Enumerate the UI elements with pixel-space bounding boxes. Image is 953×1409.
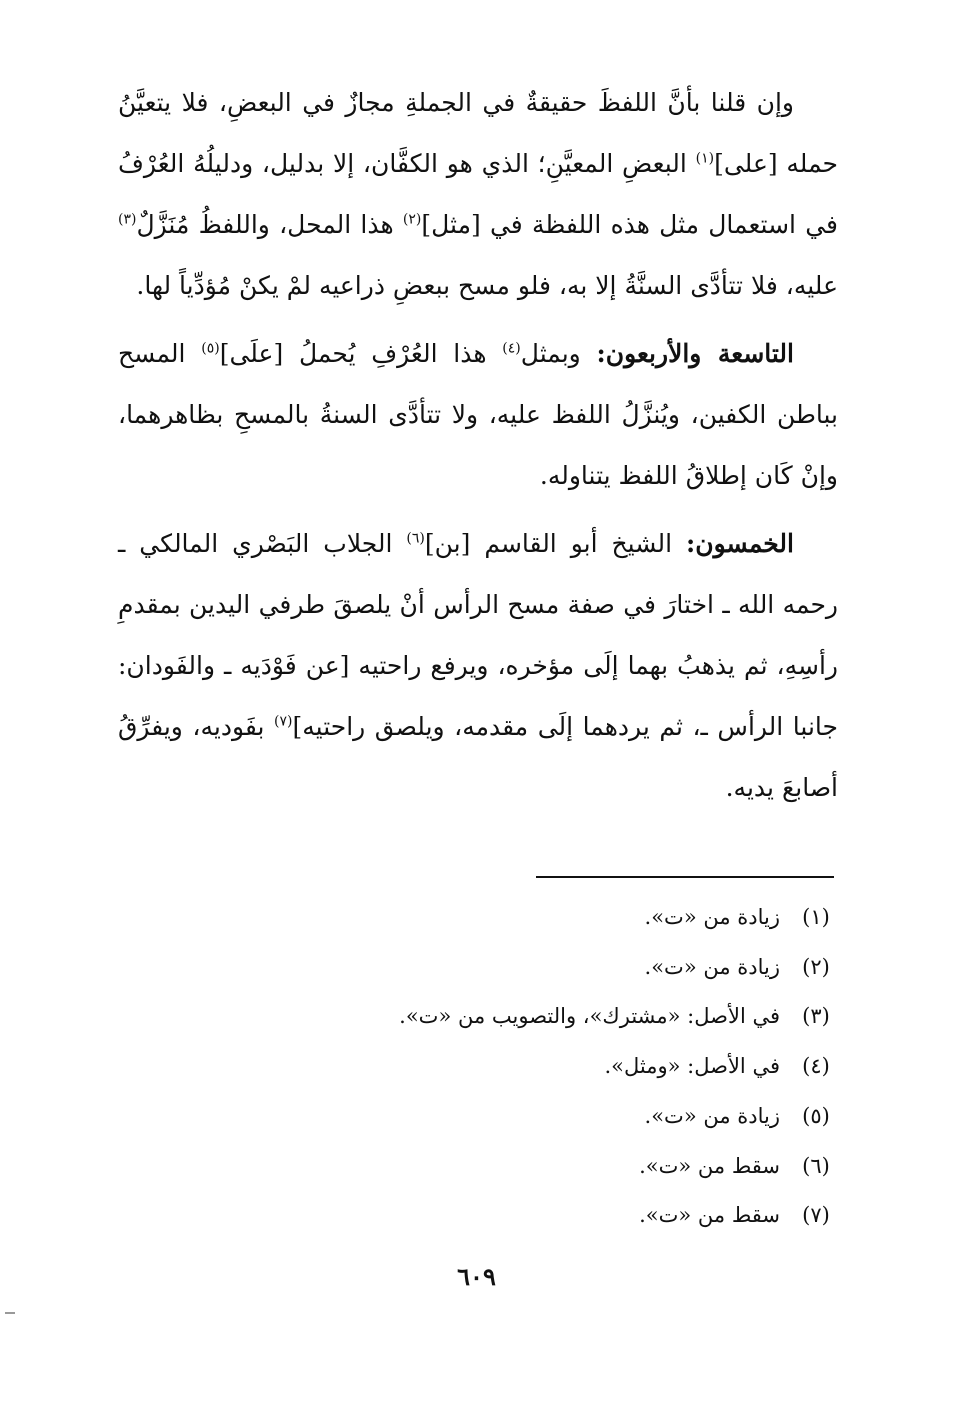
footnote-text: في الأصل: «ومثل». bbox=[604, 1054, 780, 1079]
footnote bbox=[300, 943, 836, 993]
section-heading: التاسعة والأربعون: bbox=[596, 339, 794, 368]
paragraph-text: عليه، فلا تتأدَّى السنَّةُ إلا به، فلو مسح ببعضِ ذراعيه لمْ يكنْ مُؤدِّياً لها. bbox=[136, 271, 838, 300]
footnote-text: سقط من «ت». bbox=[639, 1153, 780, 1178]
paragraph-text: هذا المحل، واللفظُ مُنَزَّلٌ bbox=[136, 210, 403, 239]
footnote-marker: (٧) bbox=[274, 713, 293, 730]
paragraph-text: بفَوديه، ويفرِّقُ أصابعَ يديه. bbox=[118, 712, 838, 802]
footnote bbox=[300, 1042, 836, 1092]
paragraph-text: هذا العُرْفِ يُحملُ [علَى] bbox=[219, 339, 503, 368]
footnotes bbox=[300, 893, 836, 1241]
footnote-separator bbox=[536, 876, 834, 878]
footnote-marker: (٦) bbox=[406, 530, 425, 547]
footnote bbox=[300, 1191, 836, 1241]
footnote-text: سقط من «ت». bbox=[639, 1203, 780, 1228]
footnote-marker: (٢) bbox=[402, 211, 422, 228]
paragraph-text: وبمثل bbox=[520, 339, 597, 368]
footnote bbox=[300, 992, 836, 1042]
paragraph-text: المسح بباطن الكفين، ويُنزَّلُ اللفظ عليه، ولا تتأدَّى السنةُ بالمسحِ بظاهرهما، وإنْ كَان إطلاقُ اللفظ يتناوله. bbox=[118, 339, 838, 490]
main-text bbox=[118, 72, 838, 825]
footnote-number: (٧) bbox=[802, 1203, 830, 1228]
footnote bbox=[300, 893, 836, 943]
footnote-text: زيادة من «ت». bbox=[644, 954, 780, 979]
footnote-marker: (١) bbox=[695, 150, 715, 167]
paragraph-text: الجلاب البَصْري المالكي ـ رحمه الله ـ اختارَ في صفة مسح الرأس أنْ يلصقَ طرفي اليدين بمقدمِ رأسِهِ، ثم يذهبُ بهما إلَى مؤخره، ويرفع راحتيه [عن فَوْدَيه ـ والفَودان: جانبا الرأس ـ، ثم يردهما إلَى مقدمه، ويلصق راحتيه] bbox=[118, 529, 838, 741]
footnote bbox=[300, 1142, 836, 1192]
footnote-number: (٥) bbox=[802, 1103, 830, 1128]
page-number: ٦٠٩ bbox=[457, 1262, 496, 1291]
footnote-marker: (٣) bbox=[118, 211, 137, 228]
footnote-marker: (٤) bbox=[502, 340, 521, 357]
paragraph-text: البعضِ المعيَّنِ؛ الذي هو الكفَّان، إلا بدليل، ودليلُهُ العُرْفُ في استعمال مثل هذه اللفظة في [مثل] bbox=[118, 149, 838, 239]
footnote-text: في الأصل: «مشترك»، والتصويب من «ت». bbox=[399, 1004, 780, 1029]
footnote-number: (٤) bbox=[802, 1054, 830, 1079]
footnote-text: زيادة من «ت». bbox=[644, 905, 780, 929]
paragraph bbox=[118, 72, 838, 316]
footnote-number: (٦) bbox=[802, 1153, 830, 1178]
footnote-number: (٢) bbox=[802, 954, 830, 979]
section-heading: الخمسون: bbox=[686, 529, 794, 558]
paragraph-text: وإن قلنا بأنَّ اللفظَ حقيقةٌ في الجملةِ مجازٌ في البعضِ، فلا يتعيَّنُ حمله [على] bbox=[118, 88, 838, 178]
paragraph-text: الشيخ أبو القاسم [بن] bbox=[424, 529, 687, 558]
footnote-number: (٣) bbox=[802, 1004, 830, 1029]
footnote-marker: (٥) bbox=[201, 340, 220, 357]
scan-speck bbox=[5, 1312, 15, 1314]
footnote-text: زيادة من «ت». bbox=[644, 1103, 780, 1128]
footnote-number: (١) bbox=[802, 905, 830, 929]
paragraph bbox=[118, 513, 838, 818]
footnote bbox=[300, 1092, 836, 1142]
paragraph bbox=[118, 323, 838, 506]
